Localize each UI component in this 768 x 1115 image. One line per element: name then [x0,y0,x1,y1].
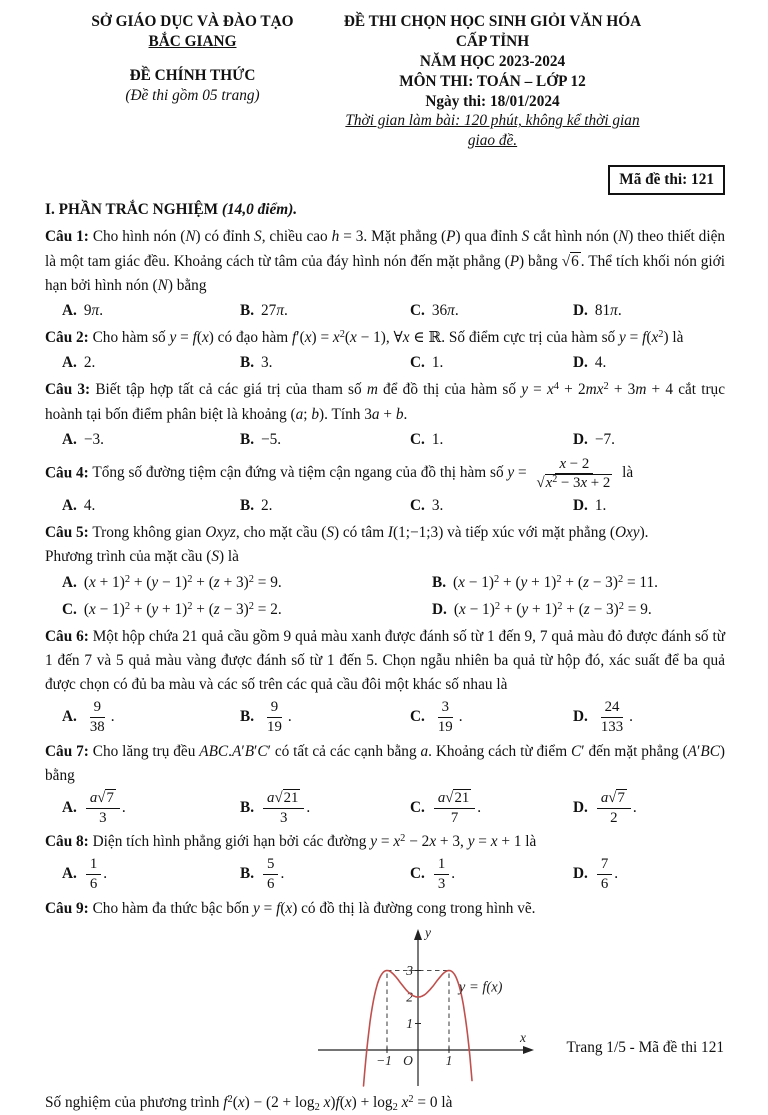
question-2 [45,326,725,375]
section-points: (14,0 điểm). [221,201,298,219]
option-key: B. [432,573,447,591]
option-b [240,789,410,827]
option-text: 9π. [83,301,104,319]
svg-text:O: O [403,1052,413,1068]
question-label: Câu 9: [45,899,89,917]
answer-options [45,789,725,827]
option-a [62,428,240,452]
question-label: Câu 4: [45,464,89,482]
option-text: $\frac{a√7}{3}$ . [84,799,126,816]
question-label: Câu 6: [45,627,89,645]
question-text: Biết tập hợp tất cả các giá trị của tham số m để đồ thị của hàm số $y = x^4 + 2mx^2 + 3m + 4$ cắt trục hoành tại bốn điểm phân biệt là khoảng (a; b). Tính 3a + b. [45,381,725,423]
question-followup: Số nghiệm của phương trình $f^2(x) - (2 + \log_2 x)f(x) + \log_2 x^2 = 0$ là [45,1093,453,1113]
option-key: C. [410,430,425,448]
section-title: I. PHẦN TRẮC NGHIỆM [45,201,219,219]
option-d [573,299,725,323]
page-footer: Trang 1/5 - Mã đề thi 121 [566,1038,724,1056]
option-text: $\frac{9}{38}$ . [89,699,115,735]
option-d [432,598,725,622]
answer-options [45,698,725,736]
option-key: D. [573,497,588,515]
option-key: A. [62,864,77,882]
option-a [62,351,240,375]
answer-options [45,494,725,518]
option-key: D. [573,301,588,319]
option-key: A. [62,301,77,319]
option-text: $\frac{5}{6}$ . [261,865,284,882]
option-b [240,351,410,375]
option-c [410,698,573,736]
exam-code-box: Mã đề thi: 121 [608,165,725,195]
option-key: B. [240,430,255,448]
option-text: $\frac{9}{19}$ . [267,699,292,735]
svg-text:x: x [520,1029,526,1045]
option-text: 4. [594,354,607,372]
option-b [240,698,410,736]
option-text: $(x - 1)^2 + (y + 1)^2 + (z - 3)^2 = 2$. [83,600,282,618]
question-text: Cho lăng trụ đều ABC.A′B′C′ có tất cả các cạnh bằng a. Khoảng cách từ điểm C′ đến mặt phẳng (A′BC) bằng [45,742,725,784]
option-text: 1. [594,497,607,515]
question-3 [45,378,725,451]
option-c [410,428,573,452]
question-7 [45,740,725,828]
option-key: C. [410,707,425,725]
option-text: −3. [83,430,104,448]
option-d [573,698,725,736]
org-name: SỞ GIÁO DỤC VÀ ĐÀO TẠO [91,13,294,30]
option-key: A. [62,798,77,816]
option-c [410,855,573,893]
svg-text:y = f(x): y = f(x) [458,979,503,996]
option-text: $(x - 1)^2 + (y + 1)^2 + (z - 3)^2 = 11$. [453,573,658,591]
svg-text:1: 1 [445,1052,453,1068]
option-d [573,789,725,827]
section-heading [45,198,725,222]
option-text: $\frac{24}{133}$ . [600,699,633,735]
option-key: B. [240,864,255,882]
question-4 [45,455,725,518]
option-key: C. [410,864,425,882]
option-key: C. [410,354,425,372]
option-key: D. [573,430,588,448]
option-d [573,855,725,893]
question-text-2: Phương trình của mặt cầu (S) là [45,548,239,566]
option-key: A. [62,573,77,591]
option-text: $\frac{1}{3}$ . [432,865,455,882]
option-text: 81π. [594,301,622,319]
option-b [240,855,410,893]
option-b [240,494,410,518]
option-text: 2. [261,497,273,515]
option-text: $(x + 1)^2 + (y - 1)^2 + (z + 3)^2 = 9$. [83,573,282,591]
option-key: A. [62,707,77,725]
option-text: 2. [83,354,96,372]
header [45,12,725,151]
option-key: D. [573,864,588,882]
option-key: B. [240,798,255,816]
option-key: D. [573,707,588,725]
option-key: A. [62,430,77,448]
svg-text:2: 2 [406,989,413,1005]
question-label: Câu 5: [45,524,89,542]
option-a [62,855,240,893]
option-key: D. [573,798,588,816]
option-a [62,789,240,827]
option-text: −7. [594,430,615,448]
option-d [573,428,725,452]
option-c [62,598,432,622]
question-text: Một hộp chứa 21 quả cầu gồm 9 quả màu xanh được đánh số từ 1 đến 9, 7 quả màu đỏ được đánh số từ 1 đến 7 và 5 quả màu vàng được đánh số từ 1 đến 5. Chọn ngẫu nhiên ba quả từ hộp đó, xác suất để ba quả được chọn có đủ ba màu và các số trên các quả cầu đôi một khác số nhau là [45,627,725,694]
question-label: Câu 3: [45,381,91,399]
question-text: Diện tích hình phẳng giới hạn bởi các đường $y = x^2 - 2x + 3$, y = x + 1 là [92,832,537,851]
org-province: BẮC GIANG [148,32,237,50]
question-label: Câu 8: [45,833,89,851]
exam-code-row [45,165,725,195]
option-text: $(x - 1)^2 + (y + 1)^2 + (z - 3)^2 = 9$. [453,600,652,618]
option-text: 36π. [431,301,459,319]
option-c [410,351,573,375]
option-key: C. [410,497,425,515]
question-8 [45,830,725,893]
option-text: 3. [431,497,444,515]
question-1 [45,225,725,323]
option-key: D. [432,600,447,618]
option-text: $\frac{a√21}{7}$ . [432,799,481,816]
option-text: 4. [83,497,96,515]
question-label: Câu 1: [45,228,89,246]
header-left [45,12,340,151]
svg-text:−1: −1 [376,1052,392,1068]
question-text: Trong không gian Oxyz, cho mặt cầu (S) có tâm I(1;−1;3) và tiếp xúc với mặt phẳng (Oxy). [92,524,649,542]
function-graph [310,923,540,1091]
option-key: C. [410,301,425,319]
option-key: A. [62,354,77,372]
option-text: 1. [431,354,444,372]
svg-text:1: 1 [406,1015,413,1031]
option-a [62,494,240,518]
figure-container [85,923,765,1091]
option-d [573,494,725,518]
option-b [432,571,725,595]
option-key: B. [240,354,255,372]
svg-text:y: y [425,924,431,940]
option-key: C. [410,798,425,816]
option-a [62,698,240,736]
question-9 [45,897,725,1115]
option-a [62,299,240,323]
official-label: ĐỀ CHÍNH THỨC [129,66,256,84]
option-key: B. [240,707,255,725]
option-key: B. [240,497,255,515]
option-c [410,789,573,827]
question-5 [45,521,725,622]
option-key: D. [573,354,588,372]
answer-options [45,428,725,452]
option-b [240,428,410,452]
question-label: Câu 7: [45,742,89,760]
answer-options [45,299,725,323]
question-text: Cho hàm số y = f(x) có đạo hàm $f'(x) = x^2(x - 1)$, ∀x ∈ ℝ. Số điểm cực trị của hàm số $y = f(x^2)$ là [92,328,684,347]
exam-title: ĐỀ THI CHỌN HỌC SINH GIỎI VĂN HÓA CẤP TỈNH [343,13,642,50]
option-a [62,571,432,595]
answer-options [45,855,725,893]
answer-options [45,351,725,375]
option-text: 3. [261,354,273,372]
school-year: NĂM HỌC 2023-2024 [419,52,566,70]
option-c [410,299,573,323]
option-key: C. [62,600,77,618]
option-text: $\frac{a√7}{2}$ . [595,799,637,816]
option-b [240,299,410,323]
option-text: −5. [261,430,282,448]
spacer [45,52,340,66]
question-text: Cho hình nón (N) có đỉnh S, chiều cao h = 3. Mặt phẳng (P) qua đỉnh S cắt hình nón (N) theo thiết diện là một tam giác đều. Khoảng cách từ tâm của đáy hình nón đến mặt phẳng (P) bằng √6 . Thể tích khối nón giới hạn bởi hình nón (N) bằng [45,228,726,294]
header-right [340,12,725,151]
option-key: B. [240,301,255,319]
svg-text:3: 3 [406,962,413,978]
option-d [573,351,725,375]
option-text: $\frac{3}{19}$ . [437,699,463,735]
answer-options [45,571,725,622]
option-text: $\frac{1}{6}$ . [84,865,107,882]
option-key: A. [62,497,77,515]
question-text: Cho hàm đa thức bậc bốn y = f(x) có đồ thị là đường cong trong hình vẽ. [92,899,536,917]
option-text: 1. [431,430,444,448]
question-text: Tổng số đường tiệm cận đứng và tiệm cận ngang của đồ thị hàm số y = $\frac{x - 2}{√x^2 - 3x + 2}$ là [92,455,634,492]
option-text: 27π. [261,301,288,319]
option-text: $\frac{7}{6}$ . [595,865,618,882]
question-label: Câu 2: [45,329,89,347]
exam-date: Ngày thi: 18/01/2024 [425,92,560,110]
subject-grade: MÔN THI: TOÁN – LỚP 12 [399,72,586,90]
option-text: $\frac{a√21}{3}$ . [261,799,310,816]
duration-note: Thời gian làm bài: 120 phút, không kể thời gian giao đề. [345,112,640,150]
option-c [410,494,573,518]
pages-note: (Đề thi gồm 05 trang) [125,86,260,104]
question-6 [45,625,725,737]
